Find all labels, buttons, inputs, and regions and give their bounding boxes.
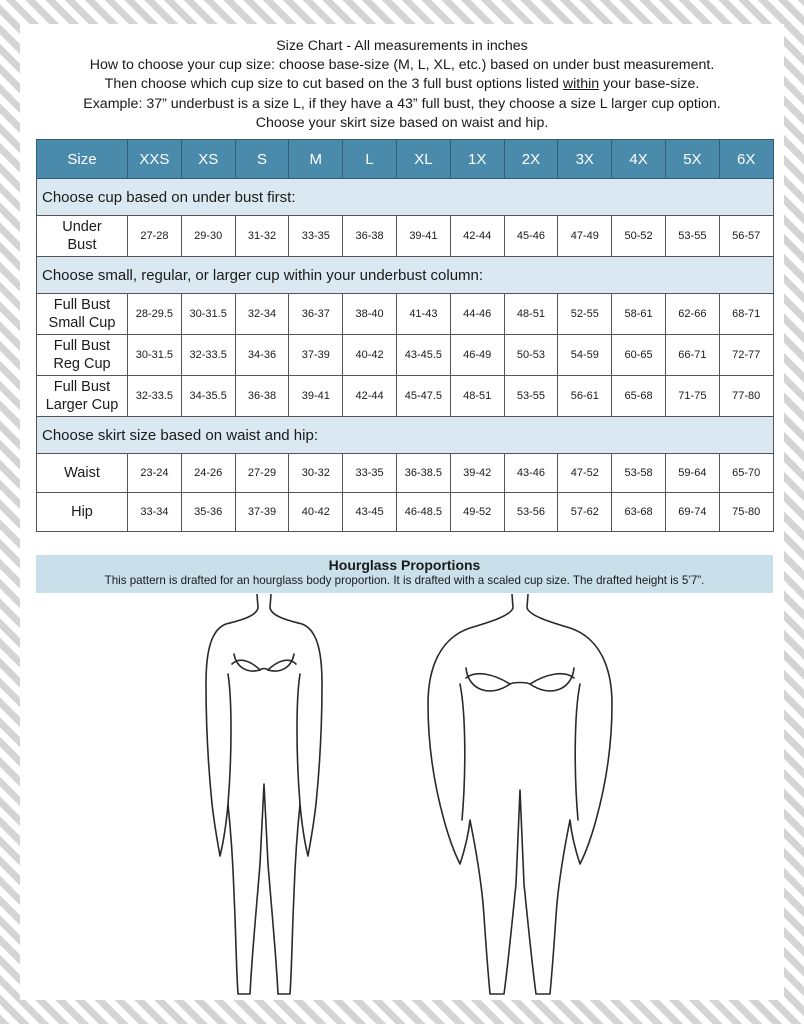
size-header-cell: 4X [612,140,666,179]
table-cell: 33-35 [343,454,397,493]
table-cell: 33-35 [289,216,343,257]
chart-title: Size Chart - All measurements in inches [276,38,528,54]
table-cell: 44-46 [450,294,504,335]
table-cell: 65-68 [612,376,666,417]
table-cell: 69-74 [665,493,719,532]
table-cell: 40-42 [343,335,397,376]
instructions [20,37,784,133]
table-cell: 36-38.5 [396,454,450,493]
row-label [37,376,128,417]
table-cell: 45-47.5 [396,376,450,417]
row-label-line: Bust [67,237,97,253]
size-header-label: Size [37,140,128,179]
row-label-line: Small Cup [48,315,116,331]
table-row-larger-cup [37,376,774,417]
table-cell: 50-52 [612,216,666,257]
table-cell: 62-66 [665,294,719,335]
proportions-banner [36,555,773,593]
table-cell: 48-51 [450,376,504,417]
size-header-cell: L [343,140,397,179]
table-cell: 59-64 [665,454,719,493]
size-header-cell: 3X [558,140,612,179]
instruction-full-bust [20,75,784,94]
table-cell: 43-45 [343,493,397,532]
table-cell: 72-77 [719,335,773,376]
instruction-part: your base-size. [599,76,700,93]
curvy-body-figure [428,594,612,994]
size-header-row [37,140,774,179]
table-cell: 42-44 [450,216,504,257]
table-cell: 60-65 [612,335,666,376]
proportions-title: Hourglass Proportions [328,557,481,573]
instruction-underlined-word: within [562,76,600,93]
table-cell: 42-44 [343,376,397,417]
table-cell: 75-80 [719,493,773,532]
table-cell: 34-35.5 [181,376,235,417]
table-cell: 57-62 [558,493,612,532]
row-label-line: Under [62,219,102,235]
table-cell: 53-58 [612,454,666,493]
section-label: Choose skirt size based on waist and hip: [37,417,774,454]
row-label [37,335,128,376]
table-cell: 68-71 [719,294,773,335]
table-cell: 27-28 [128,216,182,257]
table-cell: 23-24 [128,454,182,493]
table-cell: 36-38 [343,216,397,257]
table-cell: 32-33.5 [128,376,182,417]
table-cell: 47-52 [558,454,612,493]
row-label-line: Full Bust [53,338,111,354]
table-cell: 65-70 [719,454,773,493]
table-cell: 34-36 [235,335,289,376]
table-cell: 48-51 [504,294,558,335]
table-cell: 35-36 [181,493,235,532]
size-header-cell: 1X [450,140,504,179]
instruction-part: Then choose which cup size to cut based on the 3 full bust options listed [104,76,563,93]
table-cell: 32-33.5 [181,335,235,376]
row-label: Waist [37,454,128,493]
row-label: Hip [37,493,128,532]
table-row-waist [37,454,774,493]
table-cell: 45-46 [504,216,558,257]
size-header-cell: XL [396,140,450,179]
table-cell: 24-26 [181,454,235,493]
row-label-line: Full Bust [53,379,111,395]
table-cell: 36-38 [235,376,289,417]
table-cell: 32-34 [235,294,289,335]
instruction-cup-size: How to choose your cup size: choose base-size (M, L, XL, etc.) based on under bust measurement. [89,57,715,74]
table-cell: 56-61 [558,376,612,417]
table-cell: 38-40 [343,294,397,335]
table-cell: 43-45.5 [396,335,450,376]
table-row-small-cup [37,294,774,335]
table-cell: 46-48.5 [396,493,450,532]
section-label: Choose cup based on under bust first: [37,179,774,216]
table-cell: 47-49 [558,216,612,257]
table-cell: 41-43 [396,294,450,335]
row-label [37,216,128,257]
size-header-cell: XXS [128,140,182,179]
slim-body-figure [206,594,322,994]
row-label [37,294,128,335]
table-row-reg-cup [37,335,774,376]
table-cell: 39-41 [289,376,343,417]
table-cell: 54-59 [558,335,612,376]
table-cell: 56-57 [719,216,773,257]
section-row-underbust [37,179,774,216]
row-label-line: Full Bust [53,297,111,313]
size-chart-sheet [20,24,784,1000]
table-cell: 40-42 [289,493,343,532]
table-cell: 30-31.5 [181,294,235,335]
table-cell: 27-29 [235,454,289,493]
table-cell: 52-55 [558,294,612,335]
size-header-cell: M [289,140,343,179]
table-cell: 37-39 [235,493,289,532]
size-header-cell: 6X [719,140,773,179]
size-header-cell: S [235,140,289,179]
table-cell: 33-34 [128,493,182,532]
table-cell: 49-52 [450,493,504,532]
table-cell: 39-42 [450,454,504,493]
size-table [36,139,774,532]
instruction-skirt: Choose your skirt size based on waist and hip. [255,114,549,131]
table-cell: 30-31.5 [128,335,182,376]
table-cell: 31-32 [235,216,289,257]
size-header-cell: XS [181,140,235,179]
table-cell: 46-49 [450,335,504,376]
table-cell: 36-37 [289,294,343,335]
table-cell: 50-53 [504,335,558,376]
table-cell: 39-41 [396,216,450,257]
table-cell: 63-68 [612,493,666,532]
table-row-hip [37,493,774,532]
row-label-line: Reg Cup [53,356,111,372]
instruction-example: Example: 37” underbust is a size L, if they have a 43” full bust, they choose a size L larger cup option. [83,95,721,112]
table-cell: 71-75 [665,376,719,417]
table-cell: 30-32 [289,454,343,493]
table-cell: 77-80 [719,376,773,417]
size-header-cell: 2X [504,140,558,179]
table-cell: 53-55 [504,376,558,417]
table-cell: 58-61 [612,294,666,335]
section-row-skirt [37,417,774,454]
table-row-under-bust [37,216,774,257]
table-cell: 43-46 [504,454,558,493]
table-cell: 53-55 [665,216,719,257]
table-cell: 37-39 [289,335,343,376]
row-label-line: Larger Cup [45,397,119,413]
section-row-cup [37,257,774,294]
proportions-description: This pattern is drafted for an hourglass body proportion. It is drafted with a scaled cup size. The drafted height is 5’7”. [104,574,705,587]
size-header-cell: 5X [665,140,719,179]
table-cell: 28-29.5 [128,294,182,335]
section-label: Choose small, regular, or larger cup within your underbust column: [37,257,774,294]
body-figures [20,594,784,1000]
table-cell: 29-30 [181,216,235,257]
table-cell: 66-71 [665,335,719,376]
table-cell: 53-56 [504,493,558,532]
